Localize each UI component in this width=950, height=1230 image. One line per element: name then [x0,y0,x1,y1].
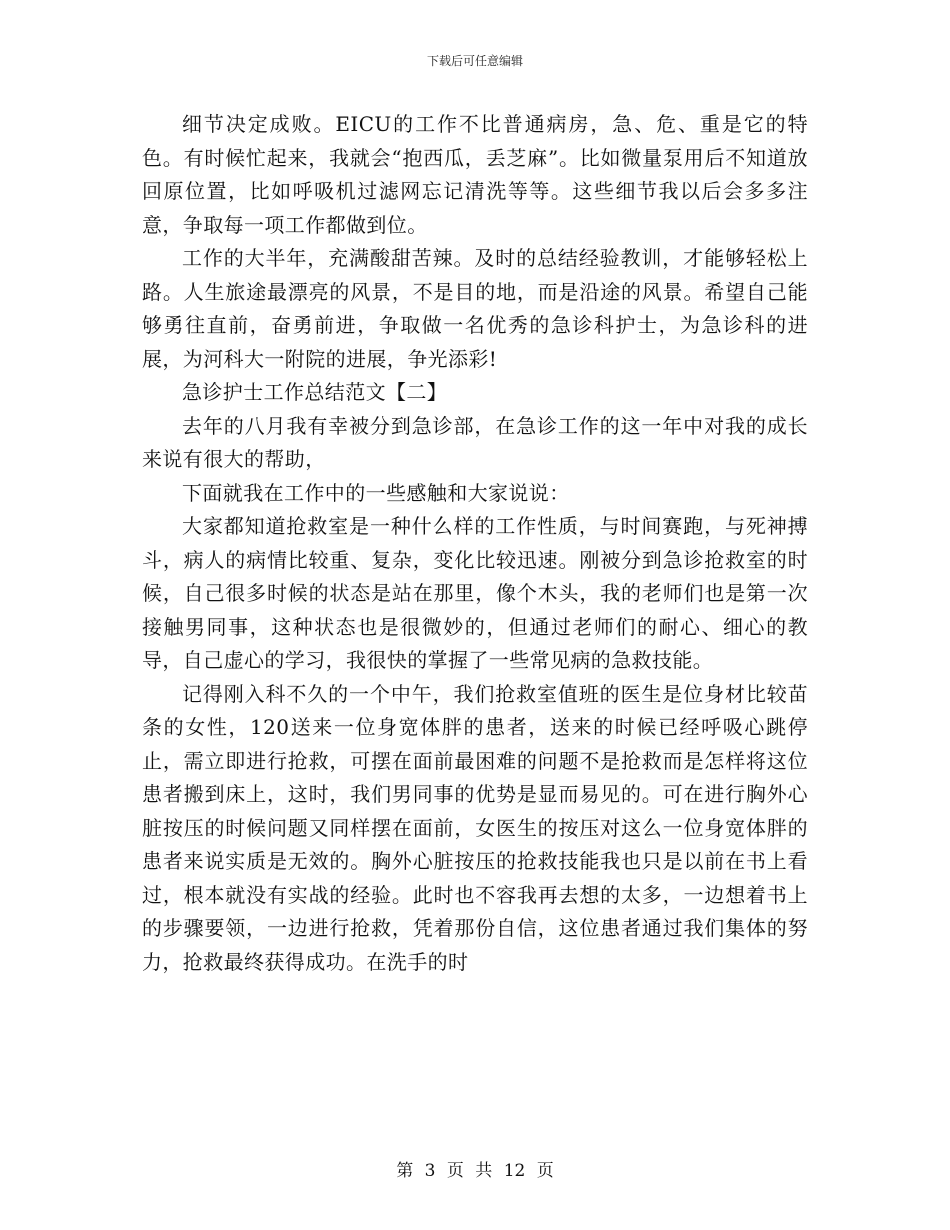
page-header-note: 下载后可任意编辑 [426,54,523,68]
paragraph-details: 细节决定成败。EICU的工作不比普通病房，急、危、重是它的特色。有时候忙起来，我就会“抱西瓜，丢芝麻”。比如微量泵用后不知道放回原位置，比如呼吸机过滤网忘记清洗等等。这些细节我以后会多多注意，争取每一项工作都做到位。 [142,112,808,237]
section-title-2: 急诊护士工作总结范文【二】 [182,380,448,404]
page-number: 第 3 页 共 12 页 [396,1161,554,1181]
document-body [142,108,808,979]
paragraph-intro: 下面就我在工作中的一些感触和大家说说： [182,480,570,505]
paragraph-half-year: 工作的大半年，充满酸甜苦辣。及时的总结经验教训，才能够轻松上路。人生旅途最漂亮的风景，不是目的地，而是沿途的风景。希望自己能够勇往直前，奋勇前进，争取做一名优秀的急诊科护士，为急诊科的进展，为河科大一附院的进展，争光添彩! [142,246,808,371]
paragraph-last-august: 去年的八月我有幸被分到急诊部，在急诊工作的这一年中对我的成长来说有很大的帮助， [142,413,808,471]
paragraph-rescue-room: 大家都知道抢救室是一种什么样的工作性质，与时间赛跑，与死神搏斗，病人的病情比较重、复杂，变化比较迅速。刚被分到急诊抢救室的时候，自己很多时候的状态是站在那里，像个木头，我的老师们也是第一次接触男同事，这种状态也是很微妙的，但通过老师们的耐心、细心的教导，自己虚心的学习，我很快的掌握了一些常见病的急救技能。 [142,514,808,672]
paragraph-memory: 记得刚入科不久的一个中午，我们抢救室值班的医生是位身材比较苗条的女性，120送来一位身宽体胖的患者，送来的时候已经呼吸心跳停止，需立即进行抢救，可摆在面前最困难的问题不是抢救而是怎样将这位患者搬到床上，这时，我们男同事的优势是显而易见的。可在进行胸外心脏按压的时候问题又同样摆在面前，女医生的按压对这么一位身宽体胖的患者来说实质是无效的。胸外心脏按压的抢救技能我也只是以前在书上看过，根本就没有实战的经验。此时也不容我再去想的太多，一边想着书上的步骤要领，一边进行抢救，凭着那份自信，这位患者通过我们集体的努力，抢救最终获得成功。在洗手的时 [142,681,808,974]
